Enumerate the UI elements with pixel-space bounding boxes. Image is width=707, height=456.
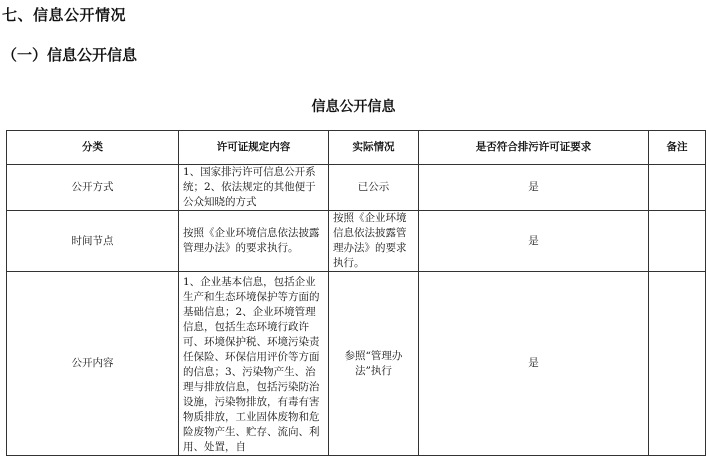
cell-category: 公开方式 xyxy=(7,165,179,211)
table-row xyxy=(7,165,706,211)
cell-actual: 参照“管理办法”执行 xyxy=(329,272,419,456)
cell-category: 公开内容 xyxy=(7,272,179,456)
cell-category: 时间节点 xyxy=(7,211,179,272)
cell-actual: 已公示 xyxy=(329,165,419,211)
cell-compliant: 是 xyxy=(419,211,649,272)
disclosure-table xyxy=(6,130,706,456)
table-row xyxy=(7,272,706,456)
cell-compliant: 是 xyxy=(419,272,649,456)
header-note: 备注 xyxy=(649,131,706,165)
cell-note xyxy=(649,272,706,456)
cell-requirement: 按照《企业环境信息依法披露管理办法》的要求执行。 xyxy=(179,211,329,272)
cell-requirement: 1、国家排污许可信息公开系统；2、依法规定的其他便于公众知晓的方式 xyxy=(179,165,329,211)
header-compliant: 是否符合排污许可证要求 xyxy=(419,131,649,165)
cell-note xyxy=(649,165,706,211)
cell-requirement: 1、企业基本信息，包括企业生产和生态环境保护等方面的基础信息；2、企业环境管理信息，包括生态环境行政许可、环境保护税、环境污染责任保险、环保信用评价等方面的信息；3、污染物产生、治理与排放信息，包括污染防治设施，污染物排放，有毒有害物质排放，工业固体废物和危险废物产生、贮存、流向、利用、处置，自 xyxy=(179,272,329,456)
cell-actual: 按照《企业环境信息依法披露管理办法》的要求执行。 xyxy=(329,211,419,272)
cell-note xyxy=(649,211,706,272)
table-header-row xyxy=(7,131,706,165)
header-requirement: 许可证规定内容 xyxy=(179,131,329,165)
header-actual: 实际情况 xyxy=(329,131,419,165)
header-category: 分类 xyxy=(7,131,179,165)
table-row xyxy=(7,211,706,272)
subsection-title: （一）信息公开信息 xyxy=(2,46,138,64)
cell-compliant: 是 xyxy=(419,165,649,211)
table-caption: 信息公开信息 xyxy=(311,99,396,115)
section-title: 七、信息公开情况 xyxy=(2,6,127,24)
